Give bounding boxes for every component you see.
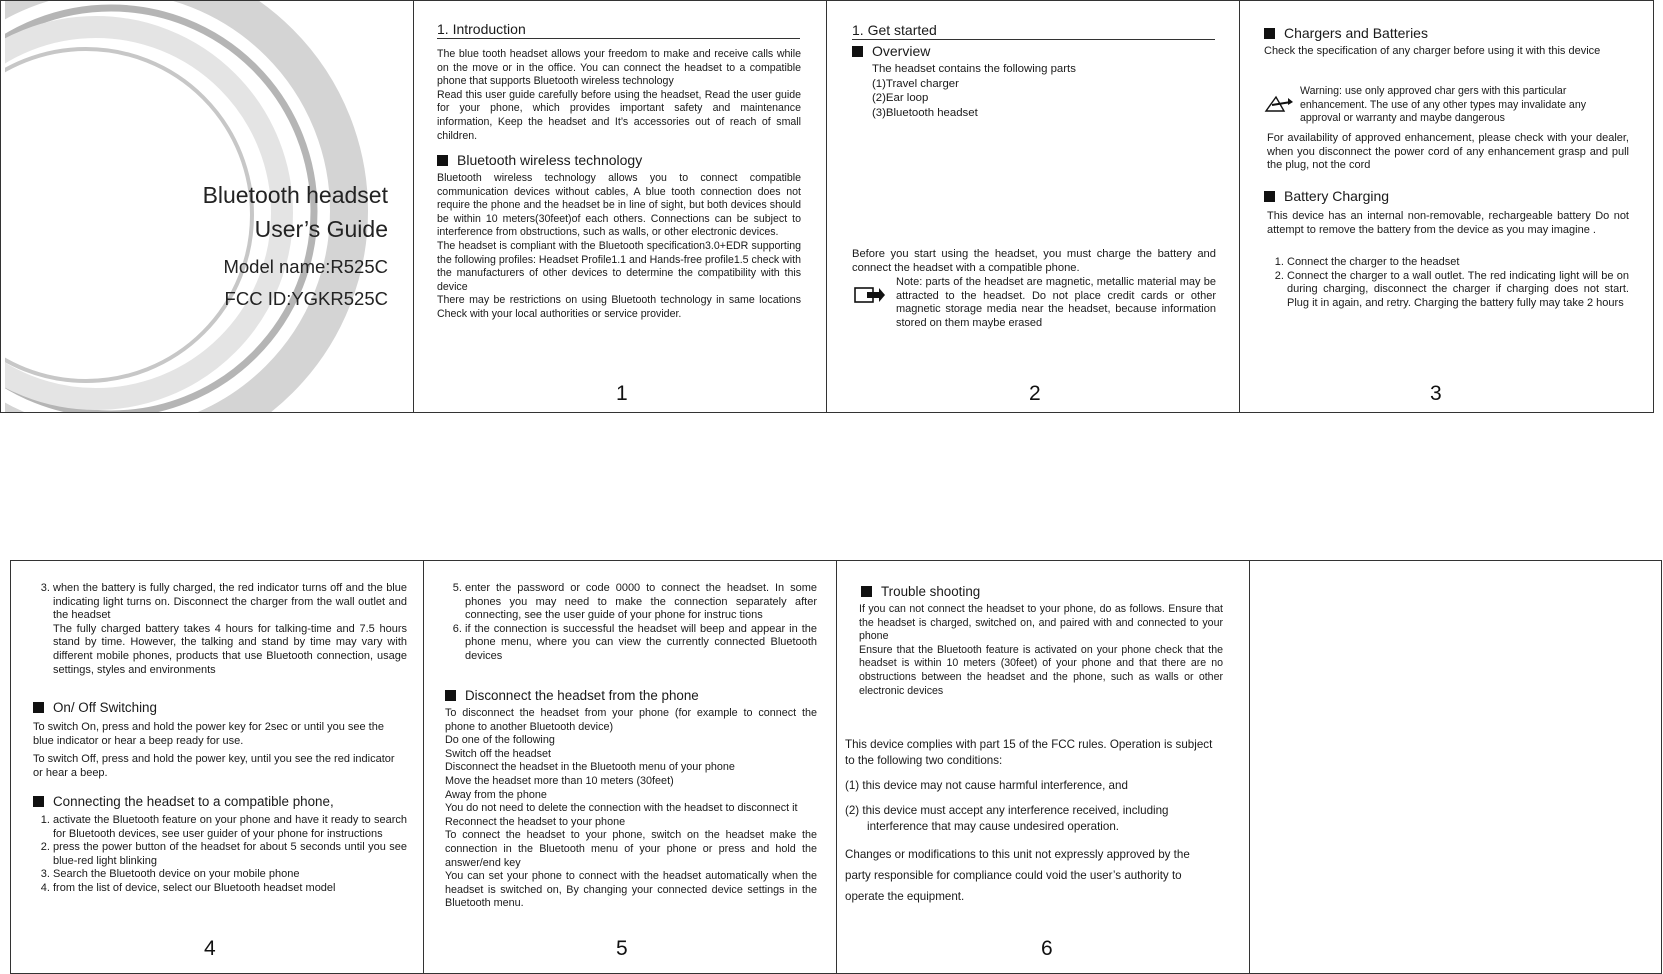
fcc-condition: (1) this device may not cause harmful interference, and	[845, 779, 1128, 792]
section-heading-chargers: Chargers and Batteries	[1264, 25, 1428, 41]
part-item: (1)Travel charger	[872, 77, 959, 90]
list-item: 1. activate the Bluetooth feature on your phone and have it ready to search for Bluetooth devices, see user guider of your phone for instructions	[53, 814, 407, 841]
list-item: 2. press the power button of the headset for about 5 seconds until you see blue-red light blinking	[53, 841, 407, 868]
bluetooth-paragraph: The headset is compliant with the Bluetooth specification3.0+EDR supporting the following profiles: Headset Profile1.1 and Hands-free profile1.5 check with the manufacturers of other devices to determine the compatibility with this device	[437, 239, 801, 293]
disconnect-line: Disconnect the headset in the Bluetooth menu of your phone	[445, 761, 735, 774]
page-number: 6	[1041, 937, 1053, 960]
square-bullet-icon	[33, 702, 44, 713]
section-heading-bluetooth: Bluetooth wireless technology	[437, 152, 642, 168]
page-4	[11, 561, 424, 973]
part-item: (2)Ear loop	[872, 92, 929, 104]
page-5	[424, 561, 837, 973]
cover-fcc-id: FCC ID:YGKR525C	[224, 288, 388, 309]
parts-list	[872, 62, 1202, 120]
cover-panel	[1, 1, 414, 412]
square-bullet-icon	[852, 46, 863, 57]
square-bullet-icon	[437, 155, 448, 166]
trouble-paragraph: If you can not connect the headset to your phone, do as follows. Ensure that the headset is charged, switched on, and paired with and connected to your phone	[859, 603, 1223, 643]
fcc-statement	[845, 737, 1215, 916]
page-2	[827, 1, 1240, 412]
bluetooth-paragraph: There may be restrictions on using Bluetooth technology in same locations Check with your local authorities or service provider.	[437, 294, 801, 320]
before-start-text: Before you start using the headset, you must charge the battery and connect the headset with a compatible phone.	[852, 248, 1216, 274]
disconnect-line: Do one of the following	[445, 734, 555, 747]
cover-model: Model name:R525C	[223, 256, 388, 277]
disconnect-line: To disconnect the headset from your phone (for example to connect the phone to another Bluetooth device)	[445, 707, 817, 733]
warning-text: Warning: use only approved char gers with this particular enhancement. The use of any other types may invalidate any approval or warranty and maybe dangerous	[1300, 85, 1587, 125]
page-6	[837, 561, 1250, 973]
section-heading-disconnect: Disconnect the headset from the phone	[445, 688, 699, 704]
chargers-text: Check the specification of any charger before using it with this device	[1264, 45, 1601, 57]
cover-subtitle: User’s Guide	[254, 216, 388, 242]
intro-text	[437, 48, 801, 143]
cover-title: Bluetooth headset	[202, 182, 388, 208]
intro-paragraph: The blue tooth headset allows your freedom to make and receive calls while on the move or in the office. You can connect the headset to a compatible phone that supports Bluetooth wireless technology	[437, 48, 801, 88]
page-number: 4	[204, 937, 216, 960]
fcc-condition: (2) this device must accept any interference received, including interference that may cause undesired operation.	[845, 804, 1169, 833]
battery-time-text: The fully charged battery takes 4 hours for talking-time and 7.5 hours stand by time. However, the talking and stand by time may vary with different mobile phones, products that use Bluetooth connection, usage settings, styles and environments	[53, 622, 407, 676]
section-heading-onoff: On/ Off Switching	[33, 700, 157, 716]
step-3-text	[33, 582, 407, 677]
disconnect-text	[445, 707, 817, 911]
fcc-changes: Changes or modifications to this unit not expressly approved by the party responsible for compliance could void the user’s authority to operate the equipment.	[845, 848, 1190, 903]
intro-paragraph: Read this user guide carefully before using the headset, Read the user guide for your phone, which provides important safety and maintenance information, Keep the headset and It’s accessories out of reach of small children.	[437, 88, 801, 142]
parts-intro: The headset contains the following parts	[872, 63, 1076, 75]
page-1	[414, 1, 827, 412]
disconnect-line: To connect the headset to your phone, switch on the headset make the connection in the Bluetooth menu of your phone or press and hold the answer/end key	[445, 829, 817, 869]
switch-on-text: To switch On, press and hold the power key for 2sec or until you see the blue indicator or hear a beep ready for use.	[33, 721, 384, 747]
page-number: 2	[1029, 382, 1041, 405]
availability-text: For availability of approved enhancement, please check with your dealer, when you disconnect the power cord of any enhancement grasp and pull the plug, not the cord	[1267, 132, 1629, 172]
disconnect-line: Move the headset more than 10 meters (30feet)	[445, 774, 674, 787]
bluetooth-paragraph: Bluetooth wireless technology allows you to connect compatible communication devices without cables, A blue tooth connection does not require the phone and the headset be in line of sight, but both devices should be within 10 meters(30feet)of each others. Connections can be subject to interference from obstructions, such as walls, or other electronic devices.	[437, 172, 801, 239]
square-bullet-icon	[33, 796, 44, 807]
warning-pen-icon	[1264, 92, 1294, 114]
page-3	[1240, 1, 1655, 412]
charging-steps	[1267, 256, 1629, 310]
bluetooth-text	[437, 172, 801, 322]
switch-off-text: To switch Off, press and hold the power key, until you see the red indicator or hear a beep.	[33, 753, 395, 779]
page-1-title: 1. Introduction	[437, 20, 800, 39]
fcc-text: This device complies with part 15 of the FCC rules. Operation is subject to the following two conditions:	[845, 738, 1213, 767]
disconnect-line: You can set your phone to connect with the headset automatically when the headset is switched on, By changing your connected device settings in the Bluetooth menu.	[445, 870, 817, 910]
note-text: Note: parts of the headset are magnetic, metallic material may be attracted to the headset. Do not place credit cards or other magnetic storage media near the headset, because information stored on them maybe erased	[896, 276, 1216, 329]
battery-text: This device has an internal non-removable, rechargeable battery Do not attempt to remove the battery from the device as you may imagine .	[1267, 210, 1629, 236]
section-heading-overview: Overview	[852, 43, 930, 59]
disconnect-line: Away from the phone	[445, 788, 547, 801]
list-item: 6. if the connection is successful the headset will beep and appear in the phone menu, where you can view the currently connected Bluetooth devices	[465, 623, 817, 664]
section-heading-trouble: Trouble shooting	[861, 584, 980, 600]
list-item: 2. Connect the charger to a wall outlet. The red indicating light will be on during charging, disconnect the charger if charging does not start. Plug it in again, and retry. Charging the battery fully may take 2 hours	[1287, 270, 1629, 311]
list-item: 5. enter the password or code 0000 to connect the headset. In some phones you may need to make the connection separately after connecting, see the user guide of your phone for instruc tions	[465, 582, 817, 623]
bottom-sheet	[10, 560, 1662, 974]
square-bullet-icon	[445, 690, 456, 701]
section-heading-connecting: Connecting the headset to a compatible phone,	[33, 794, 334, 810]
page-number: 3	[1430, 382, 1442, 405]
disconnect-line: You do not need to delete the connection with the headset to disconnect it	[445, 802, 798, 815]
list-item: 1. Connect the charger to the headset	[1287, 256, 1629, 270]
list-item: 4. from the list of device, select our Bluetooth headset model	[53, 882, 407, 896]
note-pointer-icon	[854, 284, 886, 308]
trouble-text	[859, 603, 1223, 698]
disconnect-line: Switch off the headset	[445, 747, 552, 760]
connect-steps	[33, 814, 407, 896]
square-bullet-icon	[861, 586, 872, 597]
square-bullet-icon	[1264, 28, 1275, 39]
page-2-title: 1. Get started	[852, 21, 1215, 40]
list-item: 3. Search the Bluetooth device on your mobile phone	[53, 868, 407, 882]
steps-5-6	[445, 582, 817, 664]
disconnect-line: Reconnect the headset to your phone	[445, 815, 626, 828]
page-number: 1	[616, 382, 628, 405]
blank-panel	[1250, 561, 1663, 973]
square-bullet-icon	[1264, 191, 1275, 202]
list-item: 3. when the battery is fully charged, the red indicator turns off and the blue indicating light turns on. Disconnect the charger from the wall outlet and the headset The fully charged battery takes 4 hours for talking-time and 7.5 hours stand by time. However, the talking and stand by time may vary with different mobile phones, products that use Bluetooth connection, usage settings, styles and environments	[53, 582, 407, 677]
top-sheet	[0, 0, 1654, 413]
page-number: 5	[616, 937, 628, 960]
section-heading-battery: Battery Charging	[1264, 188, 1389, 204]
trouble-paragraph: Ensure that the Bluetooth feature is activated on your phone check that the headset is within 10 meters (30feet) of your phone and that there are no obstructions between the headset and the phone, such as walls or other electronic devices	[859, 643, 1223, 697]
part-item: (3)Bluetooth headset	[872, 106, 978, 119]
